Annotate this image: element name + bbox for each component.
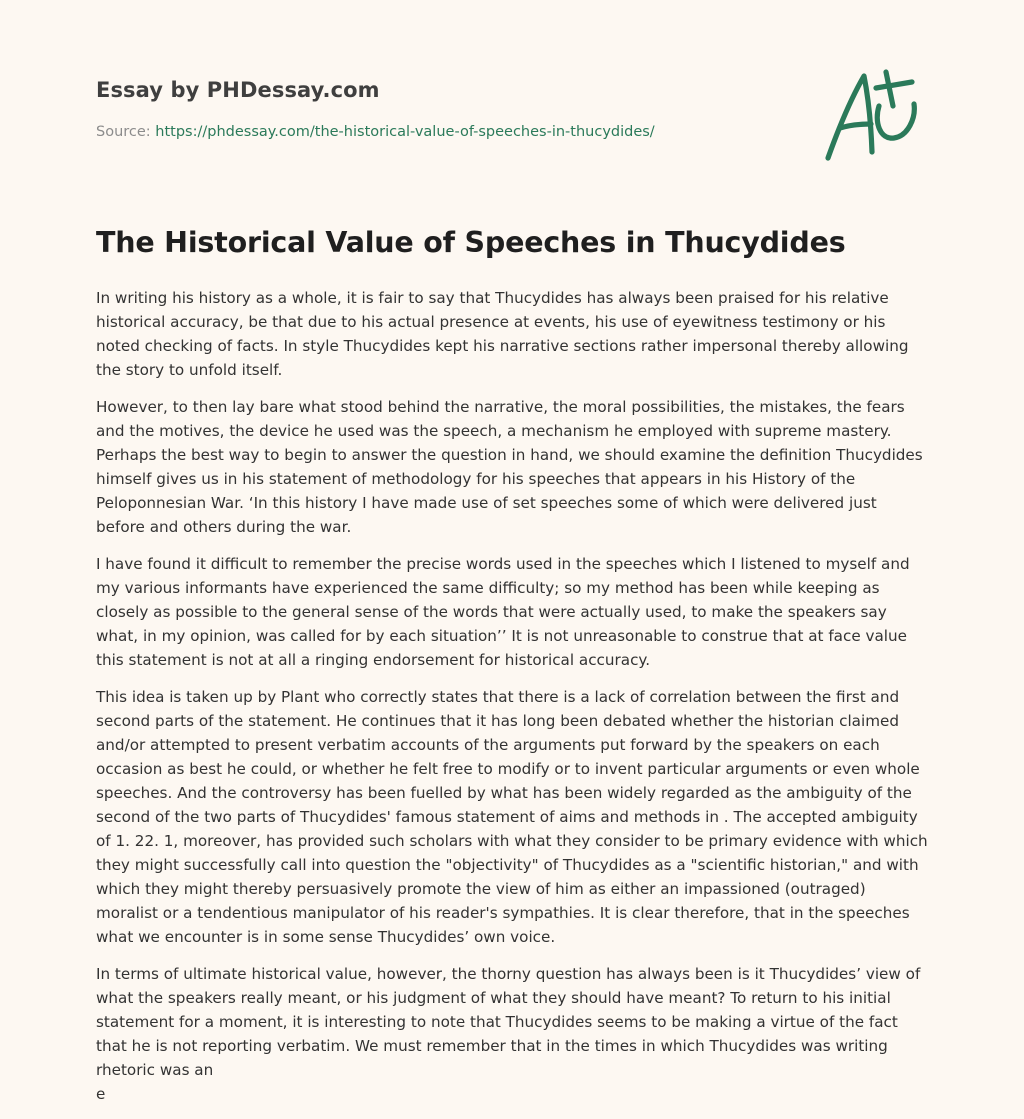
- essay-paragraph: In writing his history as a whole, it is fair to say that Thucydides has always been praised for his relative historical accuracy, be that due to his actual presence at events, his use of eyewitness testimony or his noted checking of facts. In style Thucydides kept his narrative sections rather impersonal thereby allowing the story to unfold itself.: [96, 289, 909, 379]
- essay-paragraph: However, to then lay bare what stood behind the narrative, the moral possibilities, the mistakes, the fears and the motives, the device he used was the speech, a mechanism he employed with supreme mastery. Perhaps the best way to begin to answer the question in hand, we should examine the definition Thucydides himself gives us in his statement of methodology for his speeches that appears in his History of the Peloponnesian War. ‘In this history I have made use of set speeches some of which were delivered just before and others during the war.: [96, 398, 923, 536]
- essay-page: [96, 0, 928, 1103]
- essay-title: The Historical Value of Speeches in Thucydides: [96, 226, 846, 259]
- a-plus-logo-icon: [824, 66, 928, 162]
- site-title: Essay by PHDessay.com: [96, 78, 380, 102]
- truncated-text: e: [96, 1085, 106, 1103]
- essay-paragraph: In terms of ultimate historical value, however, the thorny question has always been is it Thucydides’ view of what the speakers really meant, or his judgment of what they should have meant? To return to his initial statement for a moment, it is interesting to note that Thucydides seems to be making a virtue of the fact that he is not reporting verbatim. We must remember that in the times in which Thucydides was writing rhetoric was an: [96, 965, 921, 1079]
- essay-body: [96, 286, 928, 1119]
- source-link[interactable]: https://phdessay.com/the-historical-value-of-speeches-in-thucydides/: [155, 124, 655, 140]
- source-line: [96, 124, 655, 140]
- essay-paragraph: I have found it difficult to remember the precise words used in the speeches which I listened to myself and my various informants have experienced the same difficulty; so my method has been while keeping as closely as possible to the general sense of the words that were actually used, to make the speakers say what, in my opinion, was called for by each situation’’ It is not unreasonable to construe that at face value this statement is not at all a ringing endorsement for historical accuracy.: [96, 555, 910, 669]
- essay-paragraph: This idea is taken up by Plant who correctly states that there is a lack of correlation between the first and second parts of the statement. He continues that it has long been debated whether the historian claimed and/or attempted to present verbatim accounts of the arguments put forward by the speakers on each occasion as best he could, or whether he felt free to modify or to invent particular arguments or even whole speeches. And the controversy has been fuelled by what has been widely regarded as the ambiguity of the second of the two parts of Thucydides' famous statement of aims and methods in . The accepted ambiguity of 1. 22. 1, moreover, has provided such scholars with what they consider to be primary evidence with which they might successfully call into question the "objectivity" of Thucydides as a "scientific historian," and with which they might thereby persuasively promote the view of him as either an impassioned (outraged) moralist or a tendentious manipulator of his reader's sympathies. It is clear therefore, that in the speeches what we encounter is in some sense Thucydides’ own voice.: [96, 688, 928, 946]
- source-label: Source:: [96, 124, 151, 140]
